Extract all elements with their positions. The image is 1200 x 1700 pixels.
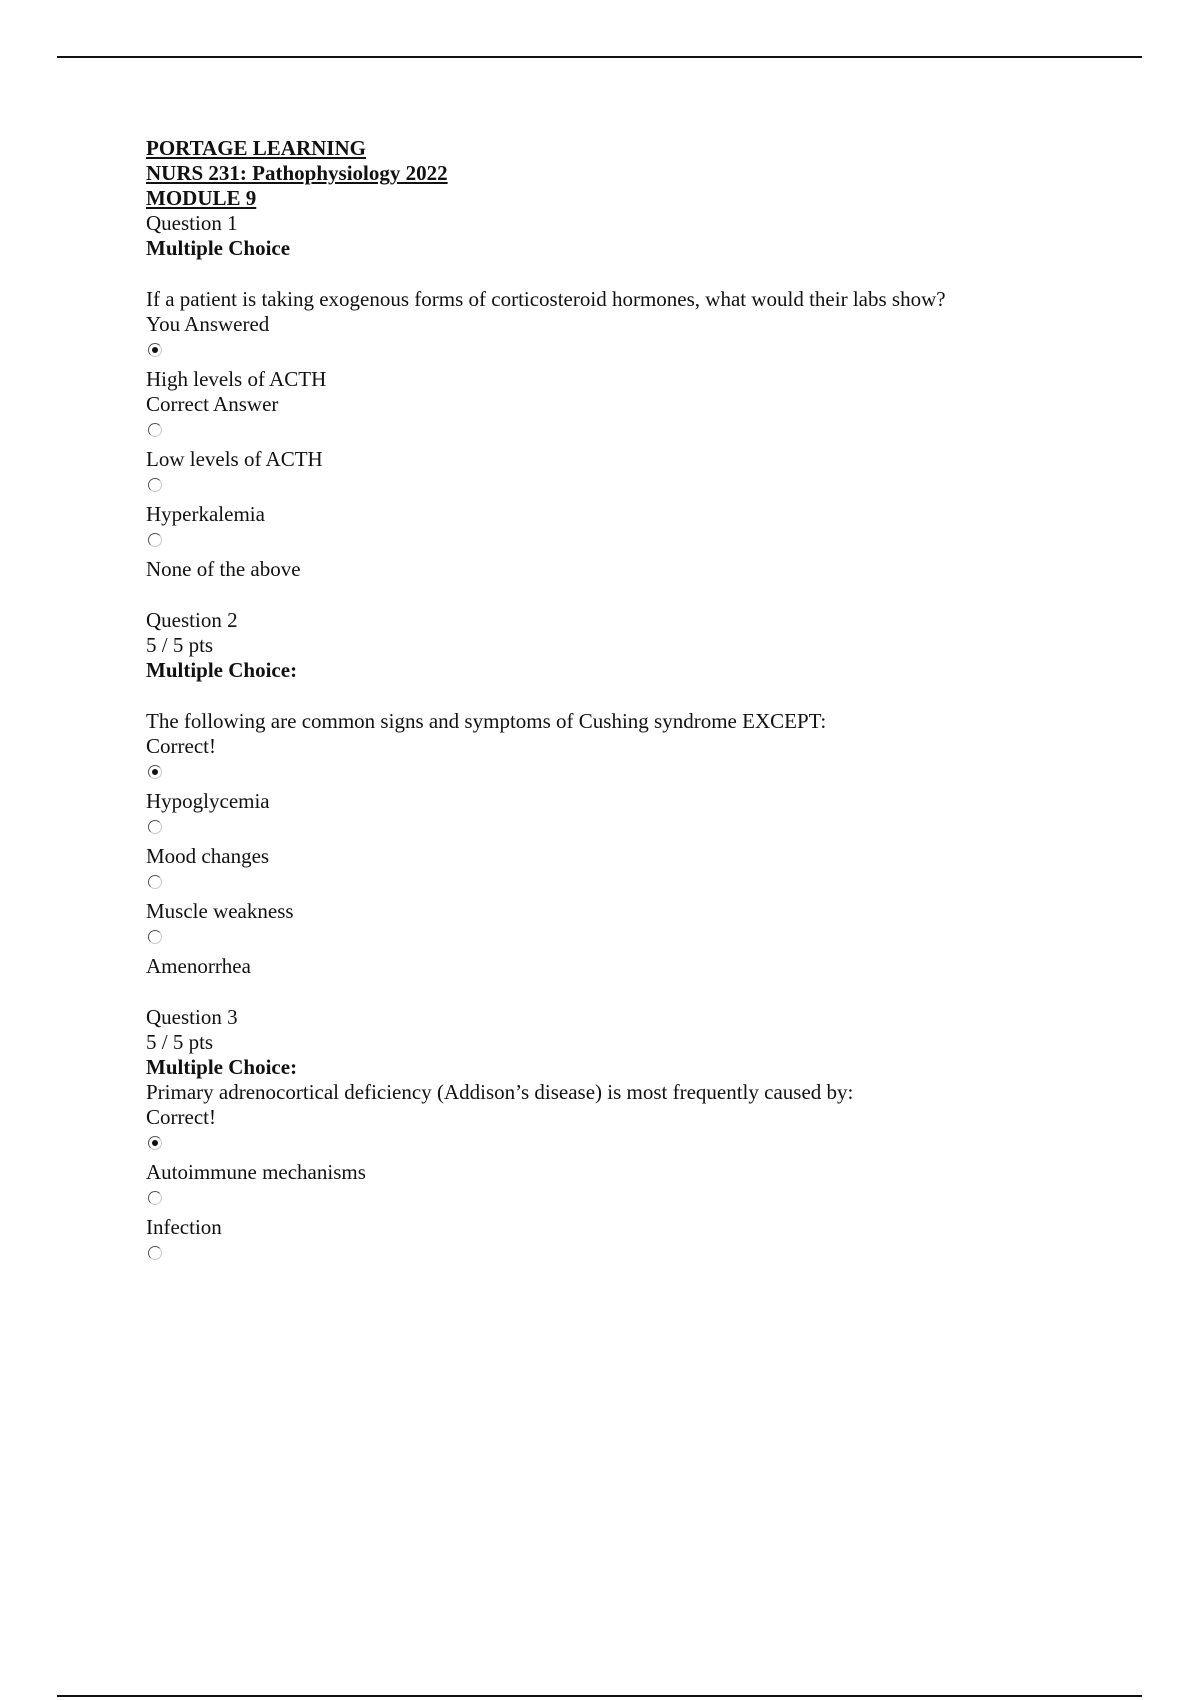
option-label: Muscle weakness	[146, 899, 294, 923]
radio-button[interactable]	[148, 1246, 162, 1260]
question-label: Question 2	[146, 608, 238, 632]
radio-button[interactable]	[148, 533, 162, 547]
question-3	[146, 1005, 1146, 1260]
option-label: Amenorrhea	[146, 954, 251, 978]
question-type: Multiple Choice:	[146, 658, 298, 682]
option-label: High levels of ACTH	[146, 367, 327, 391]
option-label: Hyperkalemia	[146, 502, 265, 526]
question-label: Question 3	[146, 1005, 238, 1029]
option-label: Infection	[146, 1215, 222, 1239]
option-label: Autoimmune mechanisms	[146, 1160, 366, 1184]
radio-button[interactable]	[148, 875, 162, 889]
option-label: None of the above	[146, 557, 301, 581]
question-type: Multiple Choice	[146, 236, 291, 260]
question-prompt: Primary adrenocortical deficiency (Addison’s disease) is most frequently caused by:	[146, 1080, 854, 1104]
radio-button[interactable]	[148, 1191, 162, 1205]
school-title: PORTAGE LEARNING	[146, 136, 366, 160]
module-title: MODULE 9	[146, 186, 257, 210]
radio-button-selected[interactable]	[148, 1136, 162, 1150]
question-prompt: The following are common signs and symptoms of Cushing syndrome EXCEPT:	[146, 709, 827, 733]
question-type: Multiple Choice:	[146, 1055, 298, 1079]
answer-status: You Answered	[146, 312, 270, 336]
question-label: Question 1	[146, 211, 238, 235]
document-body	[146, 136, 1146, 1270]
top-rule	[57, 56, 1142, 58]
course-title: NURS 231: Pathophysiology 2022	[146, 161, 448, 185]
option-label: Hypoglycemia	[146, 789, 270, 813]
radio-button-selected[interactable]	[148, 343, 162, 357]
answer-status: Correct!	[146, 1105, 216, 1129]
radio-button[interactable]	[148, 423, 162, 437]
question-1	[146, 211, 1146, 582]
question-score: 5 / 5 pts	[146, 1030, 214, 1054]
question-prompt: If a patient is taking exogenous forms of corticosteroid hormones, what would their labs show?	[146, 287, 946, 311]
option-label: Mood changes	[146, 844, 270, 868]
radio-button[interactable]	[148, 820, 162, 834]
radio-button[interactable]	[148, 930, 162, 944]
radio-button-selected[interactable]	[148, 765, 162, 779]
correct-answer-note: Correct Answer	[146, 392, 279, 416]
option-label: Low levels of ACTH	[146, 447, 323, 471]
bottom-rule	[57, 1695, 1142, 1697]
question-score: 5 / 5 pts	[146, 633, 214, 657]
radio-button[interactable]	[148, 478, 162, 492]
question-2	[146, 608, 1146, 979]
answer-status: Correct!	[146, 734, 216, 758]
